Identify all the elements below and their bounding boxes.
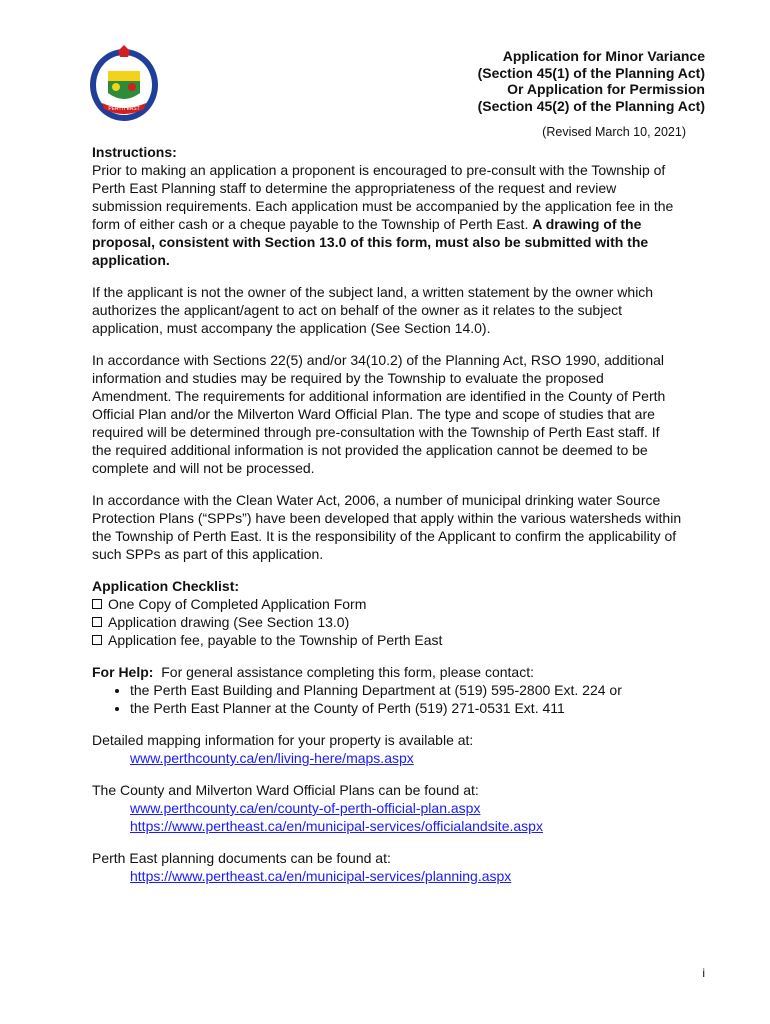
help-contact-list [92, 681, 682, 717]
checklist-item-label: Application fee, payable to the Township of Perth East [108, 632, 443, 648]
checklist-heading: Application Checklist: [92, 578, 240, 594]
help-contact-item: • the Perth East Planner at the County of Perth (519) 271-0531 Ext. 411 [130, 699, 682, 717]
checklist-item-label: Application drawing (See Section 13.0) [108, 614, 350, 630]
help-text: For general assistance completing this form, please contact: [161, 664, 534, 680]
planning-docs-text: Perth East planning documents can be found at: [92, 850, 391, 866]
revised-date: (Revised March 10, 2021) [542, 125, 686, 139]
help-label: For Help: [92, 664, 154, 680]
help-contact-item: • the Perth East Building and Planning Department at (519) 595-2800 Ext. 224 or [130, 681, 682, 699]
checkbox[interactable] [92, 599, 102, 609]
page-number: i [702, 966, 705, 980]
checklist-item [92, 613, 682, 631]
clean-water-paragraph: In accordance with the Clean Water Act, 2006, a number of municipal drinking water Source Protection Plans (“SPPs”) have been developed that apply within the various watersheds within the Township of Perth East. It is the responsibility of the Applicant to confirm the applicability of such SPPs as part of this application. [92, 492, 682, 562]
instructions-paragraph-1 [92, 161, 682, 269]
document-title [478, 48, 705, 114]
checklist-item-label: One Copy of Completed Application Form [108, 596, 367, 612]
checklist-item [92, 631, 682, 649]
county-official-plan-link[interactable]: www.perthcounty.ca/en/county-of-perth-official-plan.aspx [130, 800, 481, 816]
owner-authorization-paragraph: If the applicant is not the owner of the subject land, a written statement by the owner which authorizes the applicant/agent to act on behalf of the owner as it relates to the subject application, must accompany the application (See Section 14.0). [92, 284, 654, 336]
instructions-p1-text: Prior to making an application a proponent is encouraged to pre-consult with the Township of Perth East Planning staff to determine the appropriateness of the request and review submission requirements. Each application must be accompanied by the application fee in the form of either cash or a cheque payable to the Township of Perth East. [92, 162, 674, 232]
mapping-text: Detailed mapping information for your property is available at: [92, 732, 474, 748]
checklist-item [92, 595, 682, 613]
official-plans-text: The County and Milverton Ward Official Plans can be found at: [92, 782, 479, 798]
checkbox[interactable] [92, 635, 102, 645]
mapping-link[interactable]: www.perthcounty.ca/en/living-here/maps.aspx [130, 750, 414, 766]
perth-east-crest-logo [88, 43, 160, 123]
milverton-official-plan-link[interactable]: https://www.pertheast.ca/en/municipal-services/officialandsite.aspx [130, 818, 543, 834]
help-line [92, 663, 682, 681]
planning-act-paragraph: In accordance with Sections 22(5) and/or 34(10.2) of the Planning Act, RSO 1990, additional information and studies may be required by the Township to evaluate the proposed Amendment. The requirements for additional information are identified in the County of Perth Official Plan and/or the Milverton Ward Official Plan. The type and scope of studies that are required will be determined through pre-consultation with the Township of Perth East staff. If the required additional information is not provided the application cannot be deemed to be complete and will not be processed. [92, 352, 666, 476]
instructions-p1-bold: A drawing of the proposal, consistent with Section 13.0 of this form, must also be submitted with the application. [92, 216, 649, 268]
logo-ribbon-text: PERTH EAST [108, 106, 140, 112]
instructions-heading: Instructions: [92, 144, 177, 160]
title-line: (Section 45(2) of the Planning Act) [477, 97, 705, 114]
title-line: Application for Minor Variance [502, 48, 705, 64]
checkbox[interactable] [92, 617, 102, 627]
planning-docs-link[interactable]: https://www.pertheast.ca/en/municipal-services/planning.aspx [130, 868, 512, 884]
title-line: (Section 45(1) of the Planning Act) [477, 64, 705, 81]
title-line: Or Application for Permission [507, 81, 705, 97]
document-body [92, 143, 682, 885]
